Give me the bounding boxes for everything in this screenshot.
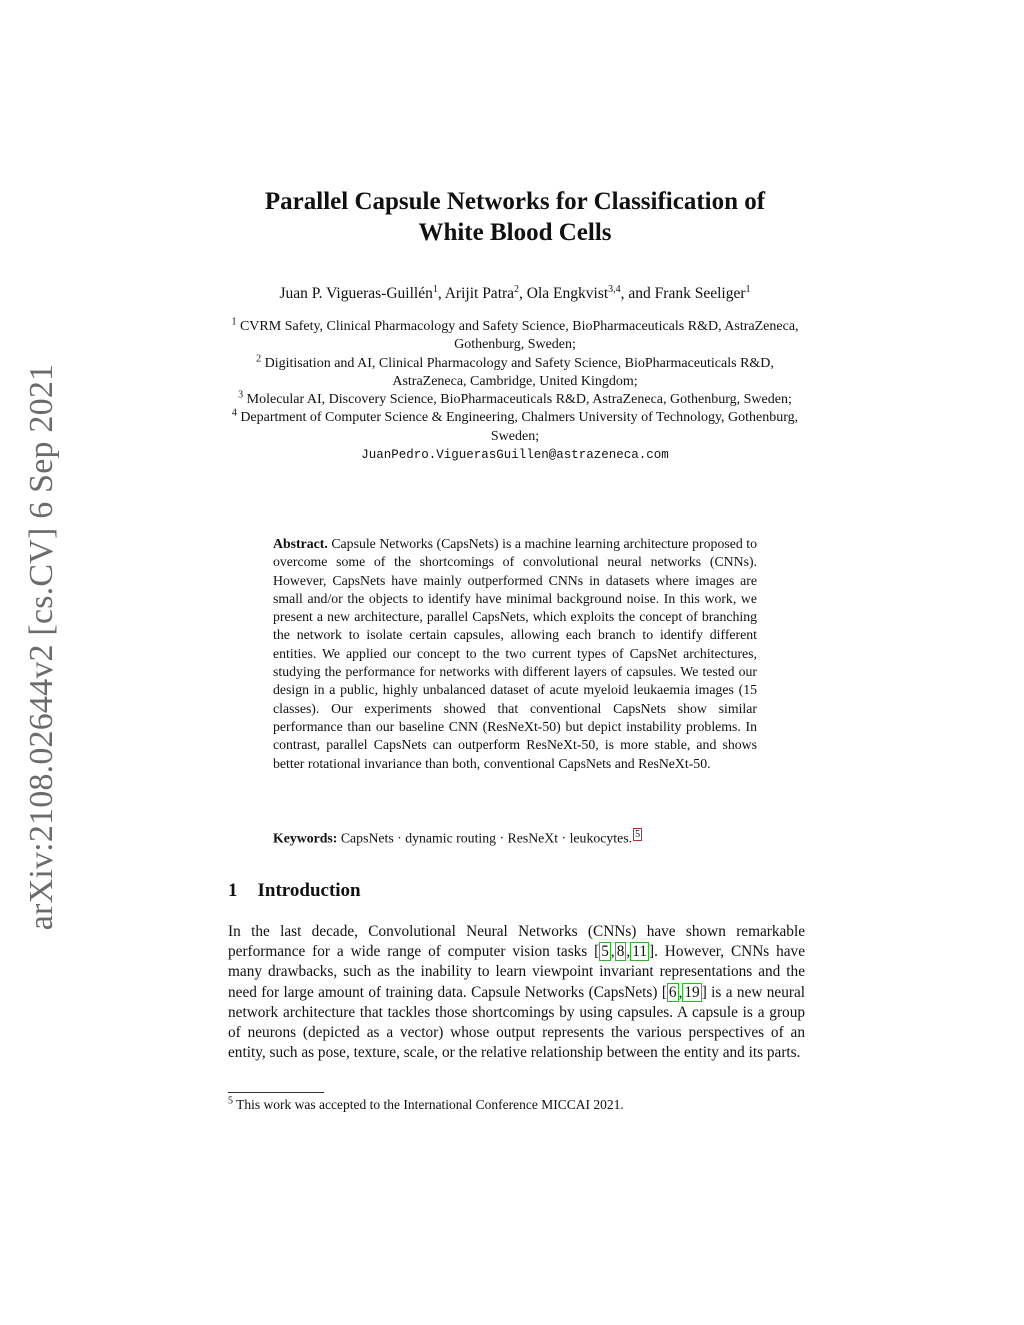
affiliation-item [230,352,800,392]
footnote [228,1096,805,1114]
abstract-text: Capsule Networks (CapsNets) is a machine learning architecture proposed to overcome some of the shortcomings of convolutional neural networks (CNNs). However, CapsNets have mainly outperformed CNNs in datasets where images are small and/or the objects to identify have minimal background noise. In this work, we present a new architecture, parallel CapsNets, which exploits the concept of branching the network to isolate certain capsules, allowing each branch to identify different entities. We applied our concept to the two current types of CapsNet architectures, studying the performance for networks with different layers of capsules. We tested our design in a public, highly unbalanced dataset of acute myeloid leukaemia images (15 classes). Our experiments showed that conventional CapsNets show similar performance than our baseline CNN (ResNeXt-50) but depict instability problems. In contrast, parallel CapsNets can outperform ResNeXt-50, is more stable, and shows better rotational invariance than both, conventional CapsNets and ResNeXt-50. [273,536,758,771]
keywords-label: Keywords: [273,830,338,846]
citation-link[interactable]: 8 [616,943,625,961]
author-name: Arijit Patra [444,285,515,302]
contact-email[interactable]: JuanPedro.ViguerasGuillen@astrazeneca.com [361,448,669,463]
affiliation-item [230,318,800,355]
keywords-text: CapsNets · dynamic routing · ResNeXt · leukocytes. [340,830,633,846]
arxiv-identifier-text: arXiv:2108.02644v2 [cs.CV] 6 Sep 2021 [23,363,60,931]
paper-title [200,186,830,248]
author-name: and Frank Seeliger [628,285,746,302]
author-affiliation-mark: 1 [432,283,438,295]
section-title: Introduction [257,880,361,901]
affiliation-number: 1 [231,316,237,328]
affiliation-text: Molecular AI, Discovery Science, BioPharmaceuticals R&D, AstraZeneca, Gothenburg, Sweden; [246,392,792,408]
intro-text-part: In the last decade, Convolutional Neural Networks (CNNs) have shown remarkable performance for a wide range of computer vision tasks [228,923,805,961]
intro-text-part: . However, CNNs have many drawbacks, such as the inability to learn viewpoint invariant representations and the need for large amount of training data. Capsule Networks (CapsNets) [228,943,805,1001]
affiliation-text: CVRM Safety, Clinical Pharmacology and Safety Science, BioPharmaceuticals R&D, AstraZeneca, Gothenburg, Sweden; [239,319,799,353]
author-affiliation-mark: 3,4 [608,283,621,295]
affiliation-number: 2 [256,352,262,364]
author-name: Juan P. Vigueras-Guillén [279,285,433,302]
footnote-number: 5 [228,1095,233,1107]
affiliation-text: Department of Computer Science & Engineering, Chalmers University of Technology, Gothenburg, Sweden; [240,410,799,444]
footnote-divider [228,1092,324,1093]
intro-paragraph: In the last decade, Convolutional Neural Networks (CNNs) have shown remarkable performance for a wide range of computer vision tasks [ 5 , 8 , 11 ]. However, CNNs have many drawbacks, such as the inability to learn viewpoint invariant representations and the need for large amount of training data. Capsule Networks (CapsNets) [ 6 , 19 ] is a new neural network architecture that tackles those shortcomings by using capsules. A capsule is a group of neurons (depicted as a vector) whose output represents the various perspectives of an entity, such as pose, texture, scale, or the relative relationship between the entity and its parts. [228,923,805,1062]
affiliation-number: 3 [238,389,244,401]
affiliation-list [230,318,800,464]
citation-link[interactable]: 11 [632,943,647,961]
intro-text-part: is a new neural network architecture that tackles those shortcomings by using capsules. A capsule is a group of neurons (depicted as a vector) whose output represents the various perspectives of an entity, such as pose, texture, scale, or the relative relationship between the entity and its parts. [228,983,805,1062]
keywords-block [273,828,757,848]
title-line-1: Parallel Capsule Networks for Classification of [264,188,766,215]
author-list: Juan P. Vigueras-Guillén$^1$, Arijit Patra$^2$, Ola Engkvist$^{3,4}$, and Frank Seeliger$^1$ [279,283,751,302]
title-line-2: White Blood Cells [418,219,612,246]
abstract-label: Abstract. [273,536,328,551]
section-number: 1 [228,880,238,901]
footnote-text: This work was accepted to the International Conference MICCAI 2021. [236,1097,624,1112]
footnote-link[interactable]: 5 [635,829,641,840]
citation-link[interactable]: 19 [684,983,700,1001]
author-affiliation-mark: 1 [745,283,751,295]
abstract-block [273,535,757,773]
arxiv-identifier-stamp [12,362,72,932]
citation-link[interactable]: 5 [601,943,609,961]
author-affiliation-mark: 2 [514,283,520,295]
citation-link[interactable]: 6 [668,983,677,1001]
affiliation-item [230,409,800,446]
affiliation-number: 4 [231,407,237,419]
affiliation-text: Digitisation and AI, Clinical Pharmacology and Safety Science, BioPharmaceuticals R&D, AstraZeneca, Cambridge, United Kingdom; [264,355,774,389]
section-heading [228,880,361,902]
author-name: Ola Engkvist [526,285,609,302]
affiliation-item [230,391,800,409]
